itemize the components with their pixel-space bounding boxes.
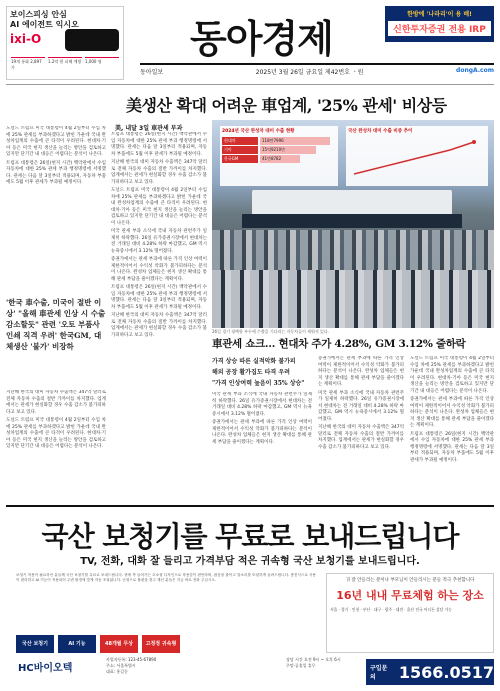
main-headline[interactable]: 美생산 확대 어려운 車업계, '25% 관세' 비상등 (126, 96, 447, 115)
secondary-headline[interactable]: 車관세 쇼크… 현대차 주가 4.28%, GM 3.12% 줄하락 (212, 338, 466, 350)
export-table-value: 41만8782 (260, 155, 300, 163)
dateline-date: 2025년 3월 26일 금요일 제42번호 ㆍ원 (255, 69, 364, 76)
export-share-chart (346, 126, 488, 186)
export-share-line-chart (348, 134, 486, 182)
article-column-4 (318, 356, 404, 502)
ad-shinhan-title: 신한투자증권 전용 IRP (388, 21, 491, 36)
article-column-1 (6, 126, 106, 294)
ad-stat: 1.2억 원 피해 예방 (48, 57, 82, 77)
article-paragraph: 지난해 한국의 대미 자동차 수출액은 347억 달러로 전체 자동차 수출의 절반 가까이를 차지했다. 업계에서는 관세가 현실화할 경우 수출 감소가 불가피하다고 보고 있다. (6, 390, 106, 415)
parked-cars-image (212, 270, 494, 328)
ad-call-label: 구입문의 (370, 665, 388, 681)
export-table-row (222, 145, 336, 154)
ad-ixio-stats (11, 57, 119, 77)
export-table-label: 현대차 (222, 137, 258, 145)
ad-promo-title: 16년 내내 무료체험 하는 장소 (336, 589, 484, 602)
article-paragraph: 지난해 한국의 대미 자동차 수출액은 347억 달러로 전체 자동차 수출의 절반 가까이를 차지했다. 업계에서는 관세가 현실화할 경우 수출 감소가 불가피하다고 보고 있다. (318, 425, 404, 450)
ixio-logo: ixi-O (10, 32, 42, 46)
article-paragraph: 증권가에서는 관세 부과에 따른 가격 인상 여력이 제한적이어서 수익성 악화가 불가피하다는 분석이 나온다. 완성차 업체들은 현지 생산 확대를 통해 관세 부담을 줄이겠다는 계획이다. (111, 257, 207, 282)
ad-ixio[interactable] (6, 6, 124, 80)
ad-call-button[interactable] (366, 659, 494, 685)
export-share-chart-title: 국산 완성차 대미 수출 비중 추이 (348, 129, 413, 134)
export-table-title: 2024년 국산 완성차 대미 수출 현황 (222, 129, 295, 134)
ad-shinhan-tagline: 한방에 '나라리'이 용 배! (407, 11, 472, 18)
hc-brand-logo: HC바이오텍 (18, 663, 73, 674)
article-paragraph: 미국 관세 부과 소식에 국내 자동차 관련주가 일제히 하락했다. 26일 유가증권시장에서 현대차는 전 거래일 대비 4.28% 하락 마감했고, GM 역시 뉴욕증시에서 3.12% 떨어졌다. (111, 229, 207, 254)
phone-device-image (65, 29, 119, 51)
ad-badge: 48개월 무상 (100, 635, 138, 653)
article-paragraph: 지난해 한국의 대미 자동차 수출액은 347억 달러로 전체 자동차 수출의 절반 가까이를 차지했다. 업계에서는 관세가 현실화할 경우 수출 감소가 불가피하다고 보고 있다. (111, 313, 207, 338)
site-link[interactable]: dongA.com (456, 67, 494, 74)
article-paragraph: 도널드 트럼프 미국 대통령이 4월 2일부터 수입 차에 25% 관세를 부과하겠다고 밝힌 가운데 국내 완성차업계의 수출에 큰 타격이 우려된다. 현대차·기아 등은 미국 현지 생산을 늘리는 방안을 검토하고 있지만 단기간 내 대응은 어렵다는 분석이 나온다. (6, 126, 106, 157)
ad-shinhan[interactable] (385, 6, 494, 42)
article-paragraph: 도널드 트럼프 미국 대통령이 4월 2일부터 수입 차에 25% 관세를 부과하겠다고 밝힌 가운데 국내 완성차업계의 수출에 큰 타격이 우려된다. 현대차·기아 등은 미국 현지 생산을 늘리는 방안을 검토하고 있지만 단기간 내 대응은 어렵다는 분석이 나온다. (410, 356, 494, 394)
article-paragraph: 도널드 트럼프 미국 대통령이 4월 2일부터 수입 차에 25% 관세를 부과하겠다고 밝힌 가운데 국내 완성차업계의 수출에 큰 타격이 우려된다. 현대차·기아 등은 미국 현지 생산을 늘리는 방안을 검토하고 있지만 단기간 내 대응은 어렵다는 분석이 나온다. (111, 188, 207, 226)
ad-phone-number: 1566.0517 (398, 662, 494, 682)
ad-stat: 19개 통화 2,897 가 (11, 57, 45, 77)
export-table-graphic (220, 126, 338, 186)
ad-promo-head: 귀 잘 안들리는 분이나 부모님이 안들리시는 분들 적극 추천합니다 (345, 578, 475, 583)
export-table-value: 118만7996 (260, 137, 330, 145)
dateline (140, 63, 494, 75)
export-table-value: 15억9210만 (260, 146, 316, 154)
ad-ixio-title: 보이스피싱 안심 AI 에이전트 익시오 (10, 10, 79, 29)
hearing-aid-advertisement[interactable] (6, 505, 494, 685)
article-paragraph: 증권가에서는 관세 부과에 따른 가격 인상 여력이 제한적이어서 수익성 악화가 불가피하다는 분석이 나온다. 완성차 업체들은 현지 생산 확대를 통해 관세 부담을 줄이겠다는 계획이다. (212, 420, 312, 445)
article-kicker: 美, 내달 3일 車관세 부과 (115, 125, 183, 132)
port-cars-photo[interactable] (212, 120, 494, 328)
article-paragraph: 증권가에서는 관세 부과에 따른 가격 인상 여력이 제한적이어서 수익성 악화가 불가피하다는 분석이 나온다. 완성차 업체들은 현지 생산 확대를 통해 관세 부담을 줄이겠다는 계획이다. (318, 356, 404, 387)
masthead (0, 0, 500, 82)
article-paragraph: 증권가에서는 관세 부과에 따른 가격 인상 여력이 제한적이어서 수익성 악화가 불가피하다는 분석이 나온다. 완성차 업체들은 현지 생산 확대를 통해 관세 부담을 줄이겠다는 계획이다. (410, 397, 494, 428)
export-share-point (472, 140, 476, 144)
article-paragraph: 미국 관세 부과 소식에 국내 자동차 관련주가 일제히 하락했다. 26일 유가증권시장에서 현대차는 전 거래일 대비 4.28% 하락 마감했고, GM 역시 뉴욕증시에서 3.12% 떨어졌다. (318, 390, 404, 422)
cargo-ship-hull (242, 214, 462, 228)
newspaper-logo[interactable]: 동아경제 (190, 16, 333, 61)
article-paragraph: 트럼프 대통령은 26일(현지 시간) 백악관에서 수입 자동차에 대한 25% 관세 부과 행정명령에 서명했다. 관세는 다음 달 3일부터 적용되며, 자동차 부품에도 5월 이후 관세가 부과될 예정이다. (6, 160, 106, 185)
article-paragraph: 트럼프 대통령은 26일(현지 시간) 백악관에서 수입 자동차에 대한 25% 관세 부과 행정명령에 서명했다. 관세는 다음 달 3일부터 적용되며, 자동차 부품에도 5월 이후 관세가 부과될 예정이다. (410, 431, 494, 463)
export-table-label: 한국GM (222, 155, 258, 163)
article-paragraph: 미국 관세 부과 소식에 국내 자동차 관련주가 일제히 하락했다. 26일 유가증권시장에서 현대차는 전 거래일 대비 4.28% 하락 마감했고, GM 역시 뉴욕증시에서 3.12% 떨어졌다. (212, 392, 312, 417)
ad-stat: 1,000 명 (85, 57, 119, 77)
article-paragraph: 도널드 트럼프 미국 대통령이 4월 2일부터 수입 차에 25% 관세를 부과하겠다고 밝힌 가운데 국내 완성차업계의 수출에 큰 타격이 우려된다. 현대차·기아 등은 미국 현지 생산을 늘리는 방안을 검토하고 있지만 단기간 내 대응은 어렵다는 분석이 나온다. (6, 418, 106, 449)
article-column-5 (410, 356, 494, 502)
article-paragraph: 트럼프 대통령은 26일(현지 시간) 백악관에서 수입 자동차에 대한 25% 관세 부과 행정명령에 서명했다. 관세는 다음 달 3일부터 적용되며, 자동차 부품에도 5월 이후 관세가 부과될 예정이다. (111, 132, 207, 157)
article-lead-box: '한국 車수출, 미국이 절반 이상' "올해 車관세 인상 시 수출 감소할듯" 관련 '오토 부품사 인쇄 직격 우려' 한국GM, 대체생산 '불가' 비장하 (6, 298, 106, 351)
article-column-2 (111, 132, 207, 502)
export-table-row (222, 136, 336, 145)
headline-area (6, 84, 494, 120)
ad-feature-badges (16, 635, 180, 653)
ad-badge: AI 기능 (58, 635, 96, 653)
article-column-1b (6, 390, 106, 502)
export-table-label: 기아 (222, 146, 258, 154)
ad-hours: 상담 시간 오전 9시 ~ 오후 6시 주말·공휴일 휴무 (286, 657, 341, 668)
photo-caption: 26일 경기 평택항 부두에 수출을 기다리는 자동차들이 세워져 있다. (212, 329, 329, 334)
ad-promo-box (326, 573, 494, 653)
ad-company-info: 사업자등록: 123-45-67890 주소: 서울특별시 대표: 홍길동 (106, 657, 157, 674)
article-paragraph: 트럼프 대통령은 26일(현지 시간) 백악관에서 수입 자동차에 대한 25% 관세 부과 행정명령에 서명했다. 관세는 다음 달 3일부터 적용되며, 자동차 부품에도 5월 이후 관세가 부과될 예정이다. (111, 285, 207, 310)
ad-promo-list: 서울 · 경기 · 인천 · 부산 · 대구 · 광주 · 대전 · 울산 전국 어디든 상담 가능 (330, 607, 452, 612)
ad-subheadline: TV, 전화, 대화 잘 들리고 가격부담 적은 귀속형 국산 보청기를 보내드립니다. (80, 556, 420, 567)
export-table-row (222, 154, 336, 163)
dateline-publisher: 동아일보 (140, 69, 164, 76)
secondary-lead-box: 가격 상승 따른 실적악화 불가피 해외 공장 활가집도 타격 우려 "가격 인상여력 높음이 35% 상승" (212, 358, 305, 387)
ad-body-text: 보청기 착용이 필요하신 분들께 국산 보청기를 무료로 보내드립니다. 귀에 쏙 들어가는 초소형 디자인으로 착용감이 편안하며, 잡음을 줄이고 말소리를 또렷하게 들려드립니다. 충전식으로 사용이 편리하고 AI 기능이 적용되어 주변 환경에 맞게 자동 조절됩니다. 난청으로 불편을 겪고 계신 분들은 지금 바로 전화 주십시오. (16, 573, 316, 582)
ad-badge: 고정정 귀속형 (142, 635, 180, 653)
export-share-line (354, 142, 474, 174)
article-paragraph: 지난해 한국의 대미 자동차 수출액은 347억 달러로 전체 자동차 수출의 절반 가까이를 차지했다. 업계에서는 관세가 현실화할 경우 수출 감소가 불가피하다고 보고 있다. (111, 160, 207, 185)
article-column-3 (212, 392, 312, 500)
ad-headline: 국산 보청기를 무료로 보내드립니다 (41, 520, 459, 553)
ad-badge: 국산 보청기 (16, 635, 54, 653)
